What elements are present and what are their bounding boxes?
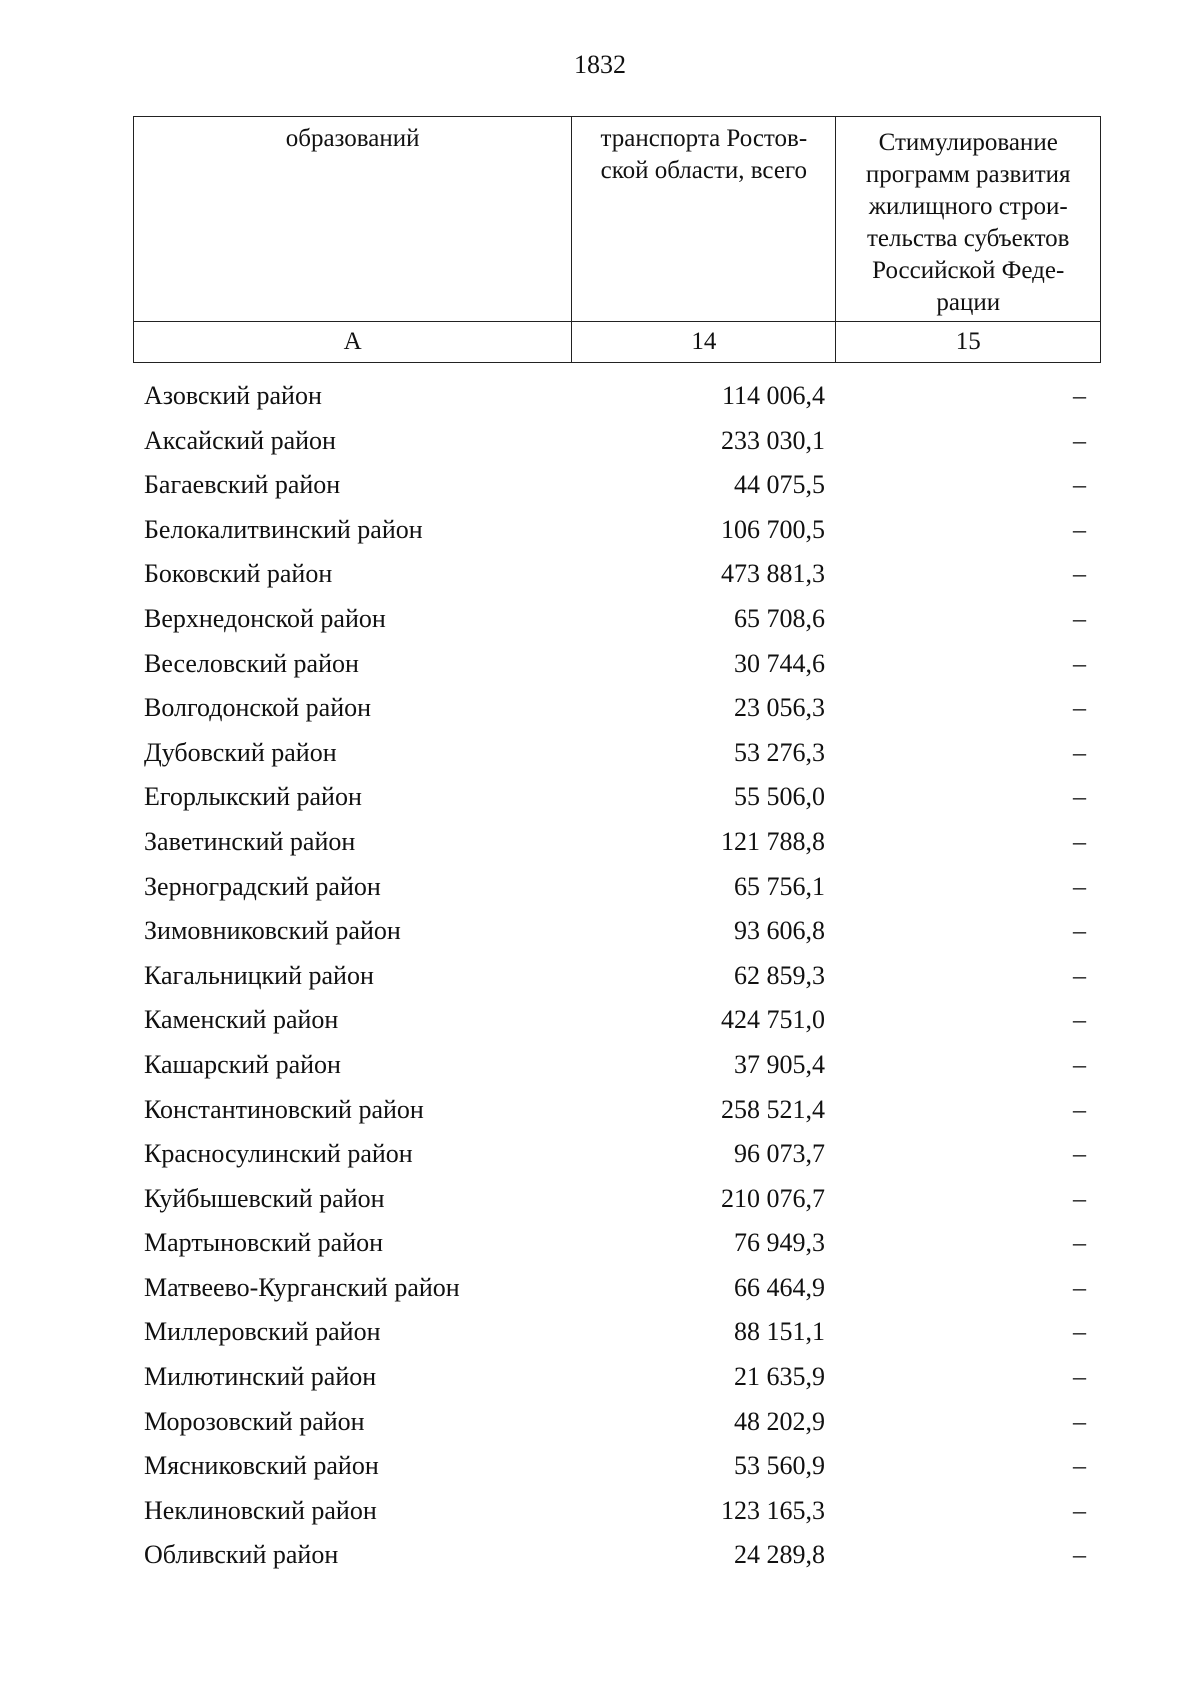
housing-program-value: – xyxy=(1073,470,1086,500)
housing-program-value: – xyxy=(1073,1317,1086,1347)
transport-total-value: 48 202,9 xyxy=(734,1406,825,1436)
header-label-a: образований xyxy=(285,125,420,152)
municipality-name: Боковский район xyxy=(144,559,333,589)
housing-program-value: – xyxy=(1073,1183,1086,1213)
header-row xyxy=(134,117,1101,322)
column-number-a: А xyxy=(134,322,572,363)
municipality-name: Заветинский район xyxy=(144,826,356,856)
transport-total-value: 473 881,3 xyxy=(721,559,825,589)
table-row xyxy=(0,1042,1200,1087)
housing-program-value: – xyxy=(1073,826,1086,856)
table-row xyxy=(0,1443,1200,1488)
transport-total-value: 114 006,4 xyxy=(721,381,825,410)
table-row xyxy=(0,864,1200,909)
table-row xyxy=(0,819,1200,864)
municipality-name: Багаевский район xyxy=(144,470,341,500)
transport-total-value: 121 788,8 xyxy=(721,826,825,856)
municipality-name: Белокалитвинский район xyxy=(144,514,423,544)
housing-program-value: – xyxy=(1073,1005,1086,1035)
housing-program-value: – xyxy=(1073,1495,1086,1525)
table-row xyxy=(0,1220,1200,1265)
header-cell-15 xyxy=(836,117,1101,322)
table-row xyxy=(0,507,1200,552)
table-row xyxy=(0,373,1200,418)
municipality-name: Дубовский район xyxy=(144,737,337,767)
transport-total-value: 424 751,0 xyxy=(721,1005,825,1035)
header-label-14: транспорта Ростов- ской области, всего xyxy=(600,125,808,184)
transport-total-value: 21 635,9 xyxy=(734,1362,825,1392)
municipality-name: Константиновский район xyxy=(144,1094,424,1124)
housing-program-value: – xyxy=(1073,381,1086,410)
table-row xyxy=(0,1488,1200,1533)
housing-program-value: – xyxy=(1073,425,1086,455)
transport-total-value: 55 506,0 xyxy=(734,782,825,812)
table-row xyxy=(0,641,1200,686)
housing-program-value: – xyxy=(1073,1362,1086,1392)
table-row xyxy=(0,1131,1200,1176)
table-row xyxy=(0,730,1200,775)
table-row xyxy=(0,953,1200,998)
housing-program-value: – xyxy=(1073,737,1086,767)
transport-total-value: 62 859,3 xyxy=(734,960,825,990)
transport-total-value: 30 744,6 xyxy=(734,648,825,678)
housing-program-value: – xyxy=(1073,1451,1086,1481)
table-row xyxy=(0,1265,1200,1310)
transport-total-value: 76 949,3 xyxy=(734,1228,825,1258)
header-cell-a xyxy=(134,117,572,322)
transport-total-value: 65 756,1 xyxy=(734,871,825,901)
transport-total-value: 53 276,3 xyxy=(734,737,825,767)
housing-program-value: – xyxy=(1073,960,1086,990)
housing-program-value: – xyxy=(1073,514,1086,544)
transport-total-value: 210 076,7 xyxy=(721,1183,825,1213)
municipality-name: Мясниковский район xyxy=(144,1451,379,1481)
municipality-name: Матвеево-Курганский район xyxy=(144,1272,460,1302)
municipality-name: Мартыновский район xyxy=(144,1228,384,1258)
transport-total-value: 96 073,7 xyxy=(734,1139,825,1169)
housing-program-value: – xyxy=(1073,1049,1086,1079)
table-row xyxy=(0,1399,1200,1444)
transport-total-value: 233 030,1 xyxy=(721,425,825,455)
municipality-name: Миллеровский район xyxy=(144,1317,381,1347)
transport-total-value: 53 560,9 xyxy=(734,1451,825,1481)
header-cell-14 xyxy=(572,117,836,322)
header-label-15: Стимулирование программ развития жилищного строи- тельства субъектов Российской Феде- рации xyxy=(865,129,1071,316)
table-row xyxy=(0,908,1200,953)
municipality-name: Егорлыкский район xyxy=(144,782,362,812)
housing-program-value: – xyxy=(1073,871,1086,901)
table-row xyxy=(0,1087,1200,1132)
municipality-name: Морозовский район xyxy=(144,1406,365,1436)
table-row xyxy=(0,551,1200,596)
housing-program-value: – xyxy=(1073,648,1086,678)
table-row xyxy=(0,1354,1200,1399)
transport-total-value: 66 464,9 xyxy=(734,1272,825,1302)
table-row xyxy=(0,774,1200,819)
table-header xyxy=(133,116,1101,363)
table-row xyxy=(0,462,1200,507)
municipality-name: Кашарский район xyxy=(144,1049,341,1079)
municipality-name: Аксайский район xyxy=(144,425,336,455)
housing-program-value: – xyxy=(1073,1094,1086,1124)
housing-program-value: – xyxy=(1073,1272,1086,1302)
transport-total-value: 258 521,4 xyxy=(721,1094,825,1124)
table-row xyxy=(0,596,1200,641)
municipality-name: Каменский район xyxy=(144,1005,339,1035)
transport-total-value: 88 151,1 xyxy=(734,1317,825,1347)
table-row xyxy=(0,1176,1200,1221)
housing-program-value: – xyxy=(1073,693,1086,723)
transport-total-value: 44 075,5 xyxy=(734,470,825,500)
column-number-14: 14 xyxy=(572,322,836,363)
page-number: 1832 xyxy=(574,50,626,79)
table-row xyxy=(0,1309,1200,1354)
municipality-name: Зерноградский район xyxy=(144,871,381,901)
municipality-name: Азовский район xyxy=(144,381,322,410)
housing-program-value: – xyxy=(1073,1139,1086,1169)
municipality-name: Милютинский район xyxy=(144,1362,377,1392)
municipality-name: Неклиновский район xyxy=(144,1495,377,1525)
table-row xyxy=(0,1532,1200,1577)
table-body xyxy=(0,373,1200,1577)
housing-program-value: – xyxy=(1073,559,1086,589)
table-row xyxy=(0,418,1200,463)
municipality-name: Куйбышевский район xyxy=(144,1183,385,1213)
table-row xyxy=(0,997,1200,1042)
column-number-row xyxy=(134,322,1101,363)
transport-total-value: 106 700,5 xyxy=(721,514,825,544)
transport-total-value: 93 606,8 xyxy=(734,916,825,946)
column-number-15: 15 xyxy=(836,322,1101,363)
housing-program-value: – xyxy=(1073,1228,1086,1258)
transport-total-value: 37 905,4 xyxy=(734,1049,825,1079)
municipality-name: Веселовский район xyxy=(144,648,359,678)
housing-program-value: – xyxy=(1073,916,1086,946)
transport-total-value: 23 056,3 xyxy=(734,693,825,723)
housing-program-value: – xyxy=(1073,1406,1086,1436)
transport-total-value: 123 165,3 xyxy=(721,1495,825,1525)
municipality-name: Обливский район xyxy=(144,1540,339,1570)
housing-program-value: – xyxy=(1073,603,1086,633)
transport-total-value: 24 289,8 xyxy=(734,1540,825,1570)
transport-total-value: 65 708,6 xyxy=(734,603,825,633)
table-row xyxy=(0,685,1200,730)
municipality-name: Кагальницкий район xyxy=(144,960,374,990)
municipality-name: Волгодонской район xyxy=(144,693,372,723)
municipality-name: Красносулинский район xyxy=(144,1139,413,1169)
housing-program-value: – xyxy=(1073,782,1086,812)
municipality-name: Верхнедонской район xyxy=(144,603,386,633)
municipality-name: Зимовниковский район xyxy=(144,916,401,946)
housing-program-value: – xyxy=(1073,1540,1086,1570)
